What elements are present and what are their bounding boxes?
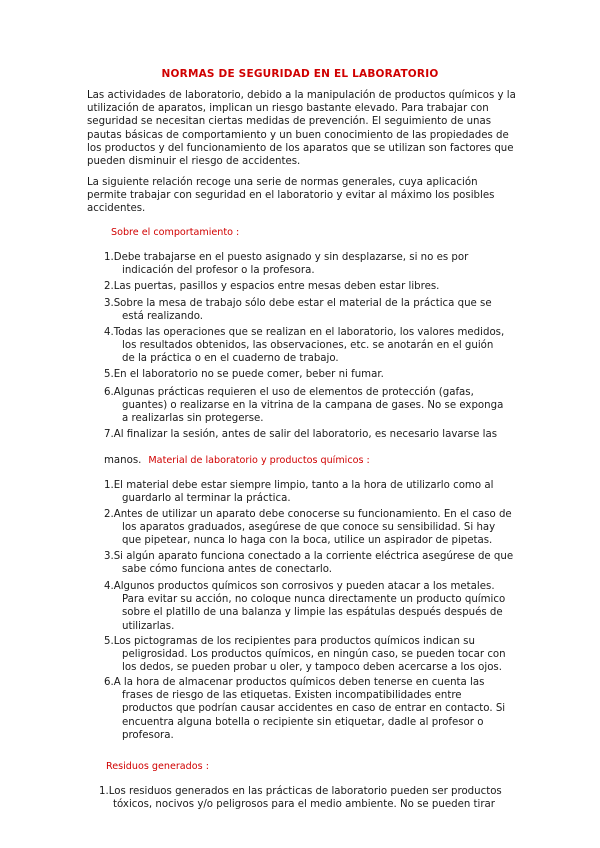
list-item-line: que pipetear, nunca lo haga con la boca, utilice un aspirador de pipetas.: [122, 535, 493, 547]
list-item: [104, 326, 504, 366]
list-item-line: 5.Los pictogramas de los recipientes para productos químicos indican su: [104, 636, 475, 647]
list-item-line: los dedos, se pueden probar u oler, y tampoco deben acercarse a los ojos.: [122, 662, 502, 674]
list-item-line: 2.Antes de utilizar un aparato debe conocerse su funcionamiento. En el caso de: [104, 509, 512, 520]
list-item: [104, 280, 439, 293]
list-item-line: 1.El material debe estar siempre limpio, tanto a la hora de utilizarlo como al: [104, 480, 494, 491]
list-item-line: tóxicos, nocivos y/o peligrosos para el medio ambiente. No se pueden tirar: [113, 799, 495, 811]
list-item-line: frases de riesgo de las etiquetas. Existen incompatibilidades entre: [122, 690, 462, 702]
list-item: [99, 785, 502, 811]
list-item: [104, 368, 384, 381]
list-item: [104, 297, 492, 323]
list-item-line: 3.Sobre la mesa de trabajo sólo debe estar el material de la práctica que se: [104, 298, 492, 309]
list-item: [104, 635, 506, 675]
section-heading-text: Material de laboratorio y productos químicos :: [148, 455, 370, 466]
list-item-line: a realizarlas sin protegerse.: [122, 413, 264, 425]
list-item-line: profesora.: [122, 729, 174, 741]
list-item-line: 1.Debe trabajarse en el puesto asignado y sin desplazarse, si no es por: [104, 252, 469, 263]
intro-line: Las actividades de laboratorio, debido a la manipulación de productos químicos y la: [87, 90, 516, 101]
list-item-line: 4.Algunos productos químicos son corrosivos y pueden atacar a los metales.: [104, 581, 495, 592]
list-item: [104, 580, 505, 633]
list-item-line: Para evitar su acción, no coloque nunca directamente un producto químico: [122, 594, 506, 606]
list-item-line: los resultados obtenidos, las observaciones, etc. se anotarán en el guión: [122, 340, 494, 352]
list-item-line: 1.Los residuos generados en las prácticas de laboratorio pueden ser productos: [99, 786, 502, 797]
list-item-line: 2.Las puertas, pasillos y espacios entre mesas deben estar libres.: [104, 281, 440, 292]
intro-line: utilización de aparatos, implican un riesgo bastante elevado. Para trabajar con: [87, 103, 489, 115]
list-item: [104, 479, 493, 505]
list-item-line: guantes) o realizarse en la vitrina de la campana de gases. No se exponga: [122, 400, 504, 412]
list-item-line: 3.Si algún aparato funciona conectado a la corriente eléctrica asegúrese de que: [104, 551, 514, 562]
list-item: [104, 251, 468, 277]
list-item: [104, 676, 505, 742]
list-item-line: sobre el platillo de una balanza y limpie las espátulas después después de: [122, 607, 503, 619]
section-heading-text: Sobre el comportamiento :: [111, 227, 240, 238]
section-heading-text: Residuos generados :: [106, 761, 209, 772]
list-item-line: está realizando.: [122, 311, 203, 323]
intro-line: accidentes.: [87, 203, 146, 215]
list-item-line: productos que podrían causar accidentes en caso de entrar en contacto. Si: [122, 703, 506, 715]
list-item: [104, 386, 503, 426]
manos-line: [104, 454, 370, 467]
list-item-line: de la práctica o en el cuaderno de trabajo.: [122, 353, 339, 365]
list-item-line: 7.Al finalizar la sesión, antes de salir del laboratorio, es necesario lavarse las: [104, 429, 497, 440]
list-item-line: los aparatos graduados, asegúrese de que conoce su sensibilidad. Si hay: [122, 522, 496, 534]
list-item-line: 5.En el laboratorio no se puede comer, beber ni fumar.: [104, 369, 384, 380]
intro-paragraph-1: [87, 89, 519, 168]
list-item-line: 6.A la hora de almacenar productos químicos deben tenerse en cuenta las: [104, 677, 485, 688]
section-heading-waste: [99, 760, 209, 773]
intro-line: permite trabajar con seguridad en el laboratorio y evitar al máximo los posibles: [87, 190, 495, 202]
list-item-line: 4.Todas las operaciones que se realizan en el laboratorio, los valores medidos,: [104, 327, 505, 338]
intro-line: pueden disminuir el riesgo de accidentes.: [87, 156, 301, 168]
intro-line: La siguiente relación recoge una serie de normas generales, cuya aplicación: [87, 177, 478, 188]
list-item-line: 6.Algunas prácticas requieren el uso de elementos de protección (gafas,: [104, 387, 474, 398]
list-item-line: encuentra alguna botella o recipiente sin etiquetar, dadle al profesor o: [122, 716, 484, 728]
list-item: [104, 550, 513, 576]
intro-line: pautas básicas de comportamiento y un buen conocimiento de las propiedades de: [87, 129, 509, 141]
list-item-continuation: manos.: [104, 455, 142, 466]
list-item: [104, 428, 497, 441]
intro-paragraph-2: [87, 176, 519, 216]
list-item: [104, 508, 512, 548]
list-item-line: sabe cómo funciona antes de conectarlo.: [122, 564, 333, 576]
list-item-line: utilizarlas.: [122, 620, 175, 632]
list-item-line: guardarlo al terminar la práctica.: [122, 493, 291, 505]
list-item-line: indicación del profesor o la profesora.: [122, 265, 315, 277]
section-heading-behaviour: [104, 226, 239, 239]
intro-line: los productos y del funcionamiento de los aparatos que se utilizan son factores que: [87, 142, 514, 154]
page-title: NORMAS DE SEGURIDAD EN EL LABORATORIO: [161, 68, 439, 80]
intro-line: seguridad se necesitan ciertas medidas de prevención. El seguimiento de unas: [87, 116, 492, 128]
list-item-line: peligrosidad. Los productos químicos, en ningún caso, se pueden tocar con: [122, 649, 506, 661]
